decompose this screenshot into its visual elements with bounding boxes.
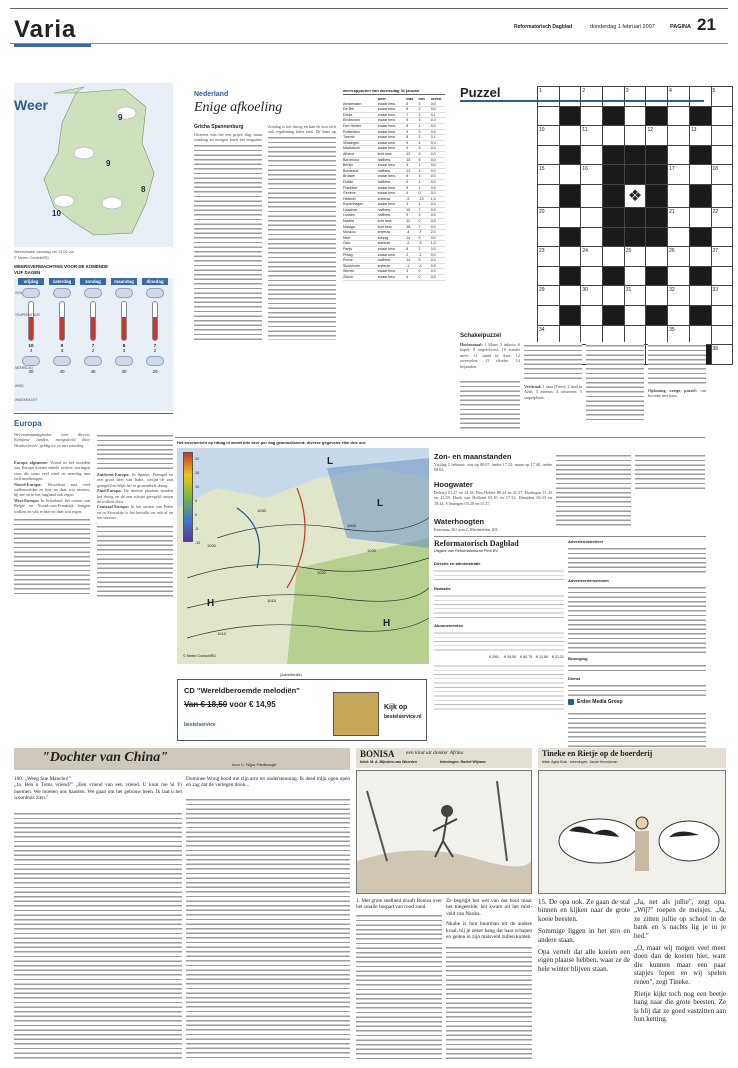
table-cell: 2 [418,135,421,140]
table-cell: 9 [406,140,409,145]
table-cell: zwaar bew. [377,191,396,196]
table-cell: zwaar bew. [377,107,396,112]
low-pressure-label: L [327,456,334,467]
ad-cta: Kijk op [384,704,408,711]
puzzle-subtitle: Schakelpuzzel [460,333,502,339]
table-cell: zwaar bew. [377,140,396,145]
map-note: Weersituatie vandaag om 13.00 uur [14,250,75,254]
table-cell: De Bilt [343,107,354,112]
high-tide-title: Hoogwater [434,480,473,489]
erdee-logo-icon [568,699,574,705]
europa-col-2: Zuidwest-Europa: In Spanje, Portugal en een groot deel van Italië, schijnt de zon geregeld en blijft het er grotendeels droog. Zuid-Europa: De meeste plaatsen houden het droog en de zon schijnt geregeld tussen de wolken door. Centraal-Europa: In het oosten van Polen en in Slowakije is het bewolkt en valt af en toe sneeuw. [97,432,173,597]
table-cell: 4 [406,191,409,196]
table-cell: 3 [418,213,421,218]
map-temp: 10 [52,209,61,218]
thermometer-icon [90,301,96,341]
table-cell: Brussel [343,174,355,179]
table-cell: -4 [406,230,410,235]
table-cell: Stockholm [343,263,360,268]
cloud-icon [115,288,133,298]
table-cell: 4 [418,123,421,128]
article-author: Gricha Spannenburg [194,124,244,130]
table-cell: 1,0 [430,241,436,246]
table-cell: halfbew. [377,179,391,184]
table-cell: 5 [418,235,421,240]
weather-title: Weer [14,97,48,113]
table-cell: Nice [343,235,351,240]
cd-cover-image [333,692,379,736]
table-cell: 0,0 [430,224,436,229]
table-cell: 13 [406,151,411,156]
table-cell: 9 [406,129,409,134]
table-cell: licht bew. [377,224,393,229]
colofon-title: Reformatorisch Dagblad [434,539,519,548]
table-cell: 6 [418,151,421,156]
table-cell: 0,0 [430,101,436,106]
table-cell: 8 [406,247,409,252]
bonisa-col-2: Ze begrijpt het wel van dat bout maar het toegeeslde, het kwam uit het mist-veld van Nkuba. Nkube is hun buurman uit de andere kraal, bij je zeker bang dat haar schapen en geiten in zijn maisveld zullen komen. [446,898,532,941]
tineke-illustration [538,770,726,894]
serial-banner [14,748,350,770]
clues-vertical: Verticaal: 1 oma (Fries); 2 land in Azië; 3 moeras; 4 onwezen; 5 stapelplaats. [524,384,583,400]
table-cell: 0,0 [430,275,436,279]
table-cell: 14 [406,258,411,263]
cloud-icon [84,288,102,298]
forecast-day: zaterdag 9 3 40 [49,278,75,374]
table-cell: zwaar bew. [377,202,396,207]
crossword-grid[interactable]: 1 2 3 4 5 10 11 12 13 15 16 17 18 ❖ 20 21 22 23 24 25 26 27 29 30 31 32 33 34 35 38 [537,86,733,365]
table-cell: 4 [418,179,421,184]
article-col-2 [268,134,336,340]
table-cell: zwaar bew. [377,252,396,257]
table-cell: Twente [343,135,355,140]
table-cell: 3 [418,174,421,179]
table-cell: 0,0 [430,247,436,252]
thermometer-icon [59,301,65,341]
map-temp: 8 [141,185,146,194]
serial-byline: door C. Nijpa Fliedbaugh [232,762,277,767]
ad-site-link[interactable]: bestelservice.nl [384,714,422,720]
cloud-icon [146,288,164,298]
table-cell: 0,0 [430,163,436,168]
table-cell: 0 [418,191,421,196]
table-cell: 0,0 [430,151,436,156]
table-cell: Eelde [343,112,353,117]
table-cell: 9 [406,179,409,184]
table-cell: Barcelona [343,157,360,162]
table-cell: licht bew. [377,219,393,224]
table-cell: 0,0 [430,235,436,240]
table-cell: 0,0 [430,123,436,128]
erdee-logo-text: Erdee Media Groep [577,699,623,705]
table-cell: 18 [406,224,411,229]
clues-horizontal: Horizontaal: 1 Maar; 3 inktvis; 6 kapel; 9 ongeschorst; 10 zonder meer; 11 stand in Azië; 12 zwervelen; 13 vlinder; 14 bejaarden. [460,342,520,369]
table-cell: 0,0 [430,269,436,274]
europe-weather-map: L H L H 1010 1015 1020 1025 1030 1000 1005 20 15 10 5 0 -5 -10 © Meteo Consult/RD [177,448,429,664]
table-cell: 0 [418,275,421,279]
puzzle-title: Puzzel [460,85,501,100]
europa-title: Europa [14,419,42,428]
tineke-col-2: „Ja, net als jullie", zegt opa. „Wij?" roepen de meisjes. „Ja, ze zitten jullie op school in de bank en 's nachts lig je in je bed." „O, maar wij mogen veel meer doen dan de koeien hier, want die kunnen maar een paar stapjes lopen en wij spelen renen", zegt Tineke. Rietje kijkt toch nog een beetje bang naar die grote beesten. Ze is blij dat ze goed vastzitten aan hun ketting. [634,898,726,1024]
table-cell: 0,0 [430,107,436,112]
table-cell: zwaar bew. [377,275,396,279]
bonisa-banner: BONISA een kind uit donker Afrika tekst: M. A. Mijnders-van Woerden tekeningen: Roelof Wijnanc [356,748,532,768]
table-cell: 15 [406,207,411,212]
table-cell: Oslo [343,241,351,246]
forecast-day: zondag 7 2 45 [80,278,106,374]
table-cell: Vlissingen [343,140,360,145]
table-row [343,275,445,281]
table-cell: zwaar bew. [377,174,396,179]
table-cell: Wenen [343,269,355,274]
table-cell: Parijs [343,247,352,252]
table-cell: 7 [406,112,409,117]
table-cell: Praag [343,252,353,257]
table-cell: 5 [418,258,421,263]
table-cell: halfbew. [377,258,391,263]
low-pressure-label: L [377,498,384,509]
table-cell: 0,5 [430,263,436,268]
table-cell: halfbew. [377,168,391,173]
rain-icon [22,356,40,366]
table-cell: Berlijn [343,163,353,168]
bonisa-col-1: 1. Met grote snelheid draaft Bonisa over het smalle bospad van rood zand. [356,898,442,911]
rain-icon [115,356,133,366]
table-cell: 0,0 [430,146,436,151]
table-cell: zwaar bew. [377,146,396,151]
table-cell: zwaar bew. [377,269,396,274]
table-cell: 0,1 [430,135,436,140]
table-cell: 13 [406,168,411,173]
table-cell: -1 [418,252,422,257]
bonisa-subtitle: een kind uit donker Afrika [406,750,464,756]
table-cell: 2,0 [430,230,436,235]
table-cell: halfbew. [377,207,391,212]
table-cell: Lissabon [343,207,358,212]
tineke-banner: Tineke en Rietje op de boerderij tekst: Agda Buis · tekeningen: Jacob Hennipman [538,748,726,768]
table-cell: zwaar bew. [377,247,396,252]
table-cell: 0,0 [430,185,436,190]
table-cell: 0 [418,269,421,274]
table-cell: Rotterdam [343,129,360,134]
cloud-icon [53,288,71,298]
table-cell: 9 [406,146,409,151]
table-cell: 3 [406,269,409,274]
table-cell: 1 [418,163,421,168]
article-col-1 [194,142,262,342]
table-cell: 8 [406,123,409,128]
table-cell: zwaar bew. [377,129,396,134]
table-cell: Maastricht [343,146,360,151]
table-cell: 2 [418,112,421,117]
section-title: Varia [14,16,77,43]
table-cell: Malaga [343,224,355,229]
high-tide-text: Delfzijl 01.47 en 14.18; Den Helder 09.24 en 21.57; Harlingen 11.43 en 23.58; Hoek van Holland 05.10 en 17.31; IJmuiden 06.33 en 18.44; Vlissingen 03.28 en 15.47. [434,490,552,506]
table-cell: 0,0 [430,219,436,224]
temperature-scale-labels: 20 15 10 5 0 -5 -10 [195,457,201,545]
five-day-forecast: vrijdag 10 4 30 zaterdag 9 3 40 zondag 7 2 45 maandag 8 3 40 dinsdag 7 2 20 TEMPERATUUR ZON NEERSLAG WIND WINDKRACHT [14,278,173,411]
table-cell: Frankfurt [343,185,358,190]
price-list: € 295,- € 39,50 € 80,75 € 11,89 € 21,31 [489,655,564,659]
page-label: PAGINA [670,24,691,30]
temperature-scale [183,452,193,542]
rain-icon [53,356,71,366]
table-cell: Bordeaux [343,168,359,173]
table-cell: 3 [418,146,421,151]
table-cell: sneeuw [377,230,391,235]
table-cell: Den Helder [343,123,362,128]
table-cell: zwaar bew. [377,112,396,117]
ad-brand: bestelservice [184,722,216,728]
sun-moon-text: Vrijdag 2 februari: zon op 08.07, onder 17.22; maan op 17.40, onder 08.03. [434,462,552,473]
puzzle-solution: Oplossing vorige puzzel: om broodje met kaas. [648,388,706,399]
forecast-day: vrijdag 10 4 30 [18,278,44,374]
table-cell: zwaar bew. [377,163,396,168]
table-cell: 0,0 [430,202,436,207]
article-title: Enige afkoeling [194,100,283,115]
table-cell: 7 [418,207,421,212]
table-cell: zwaar bew. [377,118,396,123]
table-cell: 9 [406,213,409,218]
thermometer-icon [28,301,34,341]
top-rule [10,8,728,9]
outlook-title: WEERSVERWACHTING VOOR DE KOMENDE VIJF DAGEN [14,264,109,275]
water-level-title: Waterhoogten [434,517,485,526]
table-cell: 11 [406,219,410,224]
table-cell: Moskou [343,230,356,235]
table-cell: -2 [406,241,410,246]
table-cell: halfbew. [377,157,391,162]
table-cell: Madrid [343,219,354,224]
water-level-text: Konstanz 261 min 2, Rheinfelden 201 [434,527,498,532]
table-cell: Helsinki [343,196,356,201]
ad-new-price: voor € 14,95 [229,700,276,709]
forecast-day: dinsdag 7 2 20 [142,278,168,374]
ad-label: (Advertentie) [280,673,302,677]
table-cell: 7 [418,224,421,229]
sun-moon-title: Zon- en maanstanden [434,452,512,461]
table-cell: Rome [343,258,353,263]
high-pressure-label: H [383,618,391,629]
table-cell: 0,0 [430,207,436,212]
thermometer-icon [121,301,127,341]
table-cell: 8 [406,101,409,106]
table-cell: 0,0 [430,168,436,173]
article-col-2-lead: Zondag is het droog en kan de zon zich ook regelmatig laten zien. De kans op [268,124,336,135]
table-cell: licht bew. [377,151,393,156]
page-number: 21 [697,15,716,34]
europa-intro: Weersomstandigheden voor diverse Europese landen, meegedeeld door Weatherfreeze, geldig tot en met zaterdag [14,432,90,448]
map-temp: 9 [118,113,123,122]
weather-table: weerrapporten van woensdag 31 januari weer max min neersl. Amsterdam zwaar bew. 8 3 0,0 De Bilt zwaar bew. 8 2 0,0 Eelde zwaar bew. 7 2 0,1 Eindhoven zwaar bew. 9 3 0,0 Den Helder zwaar bew. 8 4 0,0 Rotterdam zwaar bew. 9 3 0,0 Twente zwaar bew. 8 2 0,1 Vlissingen zwaar bew. 9 4 0,0 Maastricht zwaar bew. 9 3 0,0 Athene licht bew. 13 6 0,0 Barcelona halfbew. 15 5 0,0 Berlijn zwaar bew. 4 1 0,0 Bordeaux halfbew. 13 4 0,0 Brussel zwaar bew. 8 3 0,0 Dublin halfbew. 9 4 0,0 Frankfurt zwaar bew. 5 1 0,0 Genève zwaar bew. 4 0 0,0 Helsinki sneeuw -5 -10 1,0 Kopenhagen zwaar bew. 3 1 0,0 Lissabon halfbew. 15 7 0,0 Londen halfbew. 9 3 0,0 Madrid licht bew. 11 0 0,0 Malaga licht bew. 18 7 0,0 Moskou sneeuw -4 -7 2,0 Nice zonnig 14 5 0,0 Oslo sneeuw -2 -5 1,0 Parijs zwaar bew. 8 2 0,0 Praag zwaar bew. 2 -1 0,0 Rome halfbew. 14 5 0,0 Stockholm sneeuw -1 -4 0,5 Wenen zwaar bew. 3 0 0,0 Zürich zwaar bew. 4 0 0,0 [343,88,445,340]
nederland-kicker: Nederland [194,91,229,98]
table-cell: -10 [418,196,424,201]
map-credit: © Meteo Consult/RD [14,256,49,260]
table-cell: Kopenhagen [343,202,364,207]
table-cell: 15 [406,157,411,162]
europa-col-1: Europa algemeen: Vooral in het noorden van Europa komen enkele actieve storingen voor die soms veel wind en neerslag met zich meebrengen. Noord-Europa: Wisselend met veel wolkenvelden en hier en daar wat sneeuw, bij zee en in het laagland ook regen. West-Europa: In Schotland, het oosten van België en Noord-oost-Frankrijk hangen wolken en valt er hier en daar wat regen. [14,460,90,596]
serial-col-1: 100. „Weeg Sue Manchu!" „Ja. Ben u Toms vriend?" „Een vriend van een vriend. U kunt me Si Yi noemen. We moeten ons haasten. We gaan om het gebouw heen. Ik laat u het woonhuis zien." [14,776,182,802]
thermometer-icon [152,301,158,341]
table-cell: 8 [406,107,409,112]
table-cell: 5 [418,157,421,162]
table-cell: 4 [406,275,409,279]
tineke-col-1: 15. De opa ook. Ze gaan de stal binnen en kijken naar de grote koeie beesten. Sommige liggen in het stro en andere staan. Opa vertelt dat alle koeien een eigen plaatse hebben, waar ze de hele winter blijven staan. [538,898,630,973]
high-pressure-label: H [207,598,215,609]
table-cell: zonnig [377,235,389,240]
table-header: weer max min neersl. [377,97,443,101]
table-cell: Amsterdam [343,101,362,106]
issue-date: donderdag 1 februari 2007 [590,24,655,30]
table-cell: -5 [406,196,410,201]
table-cell: 8 [406,135,409,140]
colofon-subtitle: Uitgave van Reformatorische Pers BV [434,549,498,553]
header-rule [10,43,728,44]
table-cell: 3 [406,202,409,207]
table-cell: 1,0 [430,196,436,201]
table-cell: 3 [418,129,421,134]
table-cell: Eindhoven [343,118,360,123]
table-cell: zwaar bew. [377,123,396,128]
bonisa-title: BONISA [360,749,395,759]
table-cell: 1 [418,202,421,207]
ad-cd[interactable] [177,679,427,741]
table-cell: 0,0 [430,258,436,263]
table-cell: 2 [418,247,421,252]
table-cell: 0,0 [430,157,436,162]
bonisa-illustration [356,770,532,894]
serial-col-2: Dominee Wong bood me zijn arm ter ondersteuning. Ik deed mijn ogen open en zag dat de vertegen dook... [186,776,350,789]
ad-product: CD "Wereldberoemde melodiën" [184,686,300,695]
table-cell: -7 [418,230,422,235]
serial-title: "Dochter van China" [42,750,169,765]
table-cell: -1 [406,263,410,268]
table-cell: 0,0 [430,174,436,179]
article-lead: Gisteren was het een grijze dag, maar vandaag en morgen koelt het enigszins [194,132,262,143]
table-cell: 8 [406,174,409,179]
weather-footnote: Het weerbericht op rdbag.nl wordt drie keer per dag geactualiseerd; diverse gegevens elke drie uur. [177,440,367,445]
table-cell: zwaar bew. [377,135,396,140]
table-cell: 0,0 [430,179,436,184]
map-temp: 9 [106,159,111,168]
table-cell: sneeuw [377,196,391,201]
table-cell: Londen [343,213,355,218]
table-cell: 4 [418,140,421,145]
table-cell: Zürich [343,275,353,279]
table-cell: sneeuw [377,241,391,246]
table-cell: 0,0 [430,118,436,123]
table-cell: zwaar bew. [377,185,396,190]
forecast-day: maandag 8 3 40 [111,278,137,374]
ad-old-price: Van € 18,50 [184,700,228,709]
table-cell: 5 [406,185,409,190]
rain-icon [84,356,102,366]
cloud-icon [22,288,40,298]
table-cell: sneeuw [377,263,391,268]
table-cell: 1 [418,185,421,190]
rain-icon [146,356,164,366]
diamond-icon: ❖ [627,187,643,205]
table-cell: 0,0 [430,140,436,145]
table-cell: 2 [418,107,421,112]
table-cell: -5 [418,241,422,246]
table-cell: 3 [418,118,421,123]
table-cell: Athene [343,151,355,156]
table-cell: 0,0 [430,252,436,257]
table-cell: -4 [418,263,422,268]
table-cell: Genève [343,191,356,196]
table-cell: 0,0 [430,129,436,134]
table-cell: 0,0 [430,191,436,196]
table-cell: 14 [406,235,411,240]
paper-name: Reformatorisch Dagblad [514,24,573,30]
table-cell: 0,0 [430,213,436,218]
tineke-title: Tineke en Rietje op de boerderij [542,749,653,758]
table-cell: 0,1 [430,112,436,117]
table-cell: 4 [418,168,421,173]
table-cell: 4 [406,163,409,168]
table-cell: halfbew. [377,213,391,218]
table-cell: zwaar bew. [377,101,396,106]
table-cell: 9 [406,118,409,123]
table-cell: 3 [418,101,421,106]
table-cell: Dublin [343,179,354,184]
table-cell: 0 [418,219,421,224]
table-cell: 2 [406,252,409,257]
